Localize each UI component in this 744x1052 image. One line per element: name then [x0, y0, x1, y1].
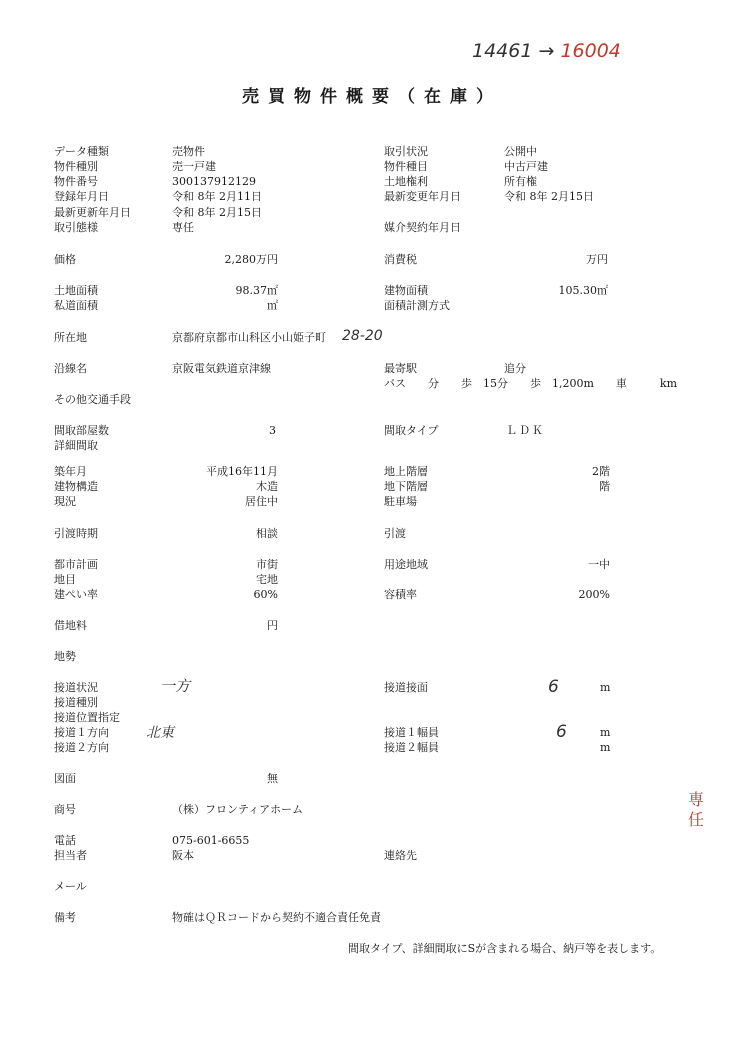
- label-road-face: 接道接面: [384, 681, 428, 694]
- value-handover-time: 相談: [256, 527, 278, 540]
- label-road-dir1: 接道１方向: [54, 726, 109, 739]
- value-road-width1-unit: m: [600, 726, 611, 739]
- label-drawing: 図面: [54, 772, 76, 785]
- label-measure-method: 面積計測方式: [384, 299, 450, 312]
- value-reg-date: 令和 8年 2月11日: [172, 190, 262, 203]
- label-road-type: 接道種別: [54, 696, 98, 709]
- label-land-category: 地目: [54, 573, 76, 586]
- value-room-type: ＬＤＫ: [506, 424, 545, 437]
- side-note-line2: 任: [688, 810, 705, 829]
- label-property-type: 物件種別: [54, 160, 98, 173]
- label-road-position: 接道位置指定: [54, 711, 120, 724]
- label-road-width2: 接道２幅員: [384, 741, 439, 754]
- label-handover-time: 引渡時期: [54, 527, 98, 540]
- value-location: 京都府京都市山科区小山姫子町: [172, 331, 326, 344]
- label-terrain: 地勢: [54, 650, 76, 663]
- label-property-item: 物件種目: [384, 160, 428, 173]
- value-property-type: 売一戸建: [172, 160, 216, 173]
- value-phone: 075-601-6655: [172, 834, 250, 847]
- label-change-date: 最新変更年月日: [384, 190, 461, 203]
- label-structure: 建物構造: [54, 480, 98, 493]
- label-property-no: 物件番号: [54, 175, 98, 188]
- value-building-area: 105.30㎡: [558, 284, 608, 297]
- value-lease-fee-unit: 円: [267, 619, 278, 632]
- label-trade-status: 取引状況: [384, 145, 428, 158]
- value-land-right: 所有権: [504, 175, 537, 188]
- label-reg-date: 登録年月日: [54, 190, 109, 203]
- label-floors-below: 地下階層: [384, 480, 428, 493]
- label-tax: 消費税: [384, 253, 417, 266]
- handwritten-address-number: 28-20: [342, 328, 383, 344]
- label-data-type: データ種類: [54, 145, 109, 158]
- value-person: 阪本: [172, 849, 194, 862]
- handwritten-road-direction: 北東: [146, 725, 174, 741]
- label-city-plan: 都市計画: [54, 558, 98, 571]
- label-company: 商号: [54, 803, 76, 816]
- footnote: 間取タイプ、詳細間取にSが含まれる場合、納戸等を表します。: [348, 942, 662, 955]
- handwritten-ref-number: [472, 40, 621, 62]
- label-road-dir2: 接道２方向: [54, 741, 109, 754]
- value-land-area: 98.37㎡: [235, 284, 278, 297]
- value-road-face-unit: m: [600, 681, 611, 694]
- ref-number-black: 14461 →: [472, 40, 561, 62]
- label-trade-mode: 取引態様: [54, 221, 98, 234]
- handwritten-road-situation: 一方: [160, 677, 191, 695]
- value-nearest: 追分: [504, 362, 526, 375]
- label-floors-above: 地上階層: [384, 465, 428, 478]
- value-structure: 木造: [256, 480, 278, 493]
- label-road-width1: 接道１幅員: [384, 726, 439, 739]
- label-rooms: 間取部屋数: [54, 424, 109, 437]
- page-title: 売買物件概要（在庫）: [242, 87, 502, 107]
- value-use-zone: 一中: [588, 558, 610, 571]
- label-phone: 電話: [54, 834, 76, 847]
- value-line: 京阪電気鉄道京津線: [172, 362, 271, 375]
- value-data-type: 売物件: [172, 145, 205, 158]
- label-road-situation: 接道状況: [54, 681, 98, 694]
- label-nearest: 最寄駅: [384, 362, 417, 375]
- handwritten-road-width1: 6: [556, 722, 567, 742]
- label-location: 所在地: [54, 331, 87, 344]
- label-land-right: 土地権利: [384, 175, 428, 188]
- value-transport: バス 分 歩 15分 歩 1,200m 車 km: [384, 377, 678, 390]
- value-city-plan: 市街: [256, 558, 278, 571]
- label-detail-rooms: 詳細間取: [54, 439, 98, 452]
- value-change-date: 令和 8年 2月15日: [504, 190, 594, 203]
- value-rooms: 3: [269, 424, 276, 437]
- label-private-road: 私道面積: [54, 299, 98, 312]
- value-drawing: 無: [267, 772, 278, 785]
- value-floors-below: 階: [599, 480, 610, 493]
- label-line: 沿線名: [54, 362, 87, 375]
- value-remarks: 物確はＱＲコードから契約不適合責任免責: [172, 911, 381, 924]
- value-current: 居住中: [245, 495, 278, 508]
- label-contact: 連絡先: [384, 849, 417, 862]
- label-lease-fee: 借地料: [54, 619, 87, 632]
- label-coverage: 建ぺい率: [54, 588, 98, 601]
- value-far: 200%: [578, 588, 610, 601]
- value-floors-above: 2階: [592, 465, 610, 478]
- value-trade-mode: 専任: [172, 221, 194, 234]
- label-handover: 引渡: [384, 527, 406, 540]
- handwritten-side-note: [688, 790, 704, 830]
- label-building-area: 建物面積: [384, 284, 428, 297]
- value-price: 2,280万円: [224, 253, 278, 266]
- label-land-area: 土地面積: [54, 284, 98, 297]
- label-update-date: 最新更新年月日: [54, 206, 131, 219]
- label-built: 築年月: [54, 465, 87, 478]
- value-private-road-unit: ㎡: [267, 299, 278, 312]
- label-other-transport: その他交通手段: [54, 393, 131, 406]
- ref-number-red: 16004: [560, 40, 621, 62]
- label-room-type: 間取タイプ: [384, 424, 439, 437]
- value-update-date: 令和 8年 2月15日: [172, 206, 262, 219]
- label-current: 現況: [54, 495, 76, 508]
- value-built: 平成16年11月: [206, 465, 278, 478]
- value-trade-status: 公開中: [504, 145, 537, 158]
- label-use-zone: 用途地域: [384, 558, 428, 571]
- value-tax-unit: 万円: [586, 253, 608, 266]
- value-property-item: 中古戸建: [504, 160, 548, 173]
- label-parking: 駐車場: [384, 495, 417, 508]
- label-remarks: 備考: [54, 911, 76, 924]
- side-note-line1: 専: [688, 790, 705, 809]
- handwritten-road-face-width: 6: [548, 677, 559, 697]
- value-company: （株）フロンティアホーム: [172, 803, 304, 816]
- label-person: 担当者: [54, 849, 87, 862]
- value-coverage: 60%: [253, 588, 278, 601]
- label-contract-date: 媒介契約年月日: [384, 221, 461, 234]
- value-land-category: 宅地: [256, 573, 278, 586]
- label-email: メール: [54, 880, 87, 893]
- label-price: 価格: [54, 253, 76, 266]
- label-far: 容積率: [384, 588, 417, 601]
- value-property-no: 300137912129: [172, 175, 256, 188]
- value-road-width2-unit: m: [600, 741, 611, 754]
